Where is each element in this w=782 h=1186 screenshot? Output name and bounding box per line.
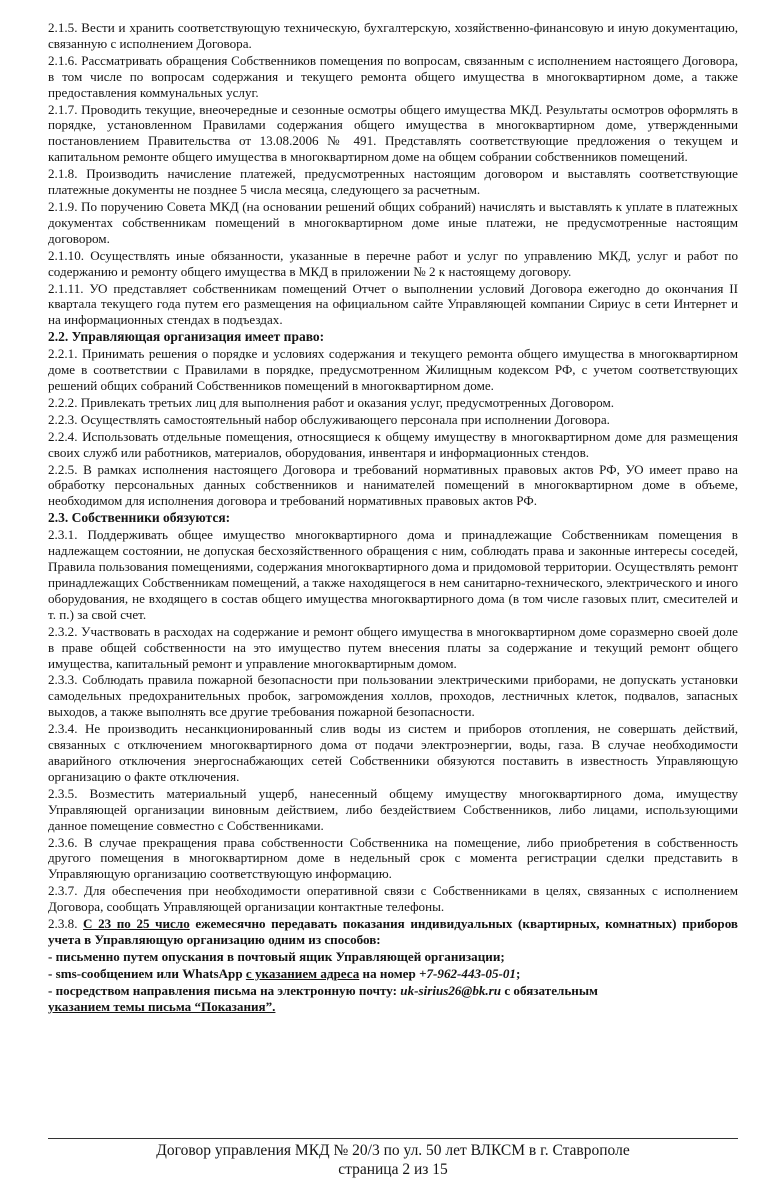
clause-2-2-1: 2.2.1. Принимать решения о порядке и условиях содержания и текущего ремонта общего имущества в многоквартирном доме в соответствии с Правилами в порядке, предусмотренном Жилищным кодексом РФ, с учетом соответствующих решений общих собраний Собственников помещений в многоквартирном доме. [48,346,738,394]
clause-2-2-5: 2.2.5. В рамках исполнения настоящего Договора и требований нормативных правовых актов РФ, УО имеет право на обработку персональных данных собственников и нанимателей помещений в многоквартирном доме в объеме, необходимом для исполнения договора и требований нормативных правовых актов РФ. [48,461,738,509]
clause-2-3-2: 2.3.2. Участвовать в расходах на содержание и ремонт общего имущества в многоквартирном доме соразмерно своей доле в праве общей собственности на это имущество путем внесения платы за содержание и текущий ремонт общего имущества, капитальный ремонт и управление многоквартирным домом. [48,623,738,671]
clause-2-1-5: 2.1.5. Вести и хранить соответствующую техническую, бухгалтерскую, хозяйственно-финансовую и иную документацию, связанную с исполнением Договора. [48,20,738,51]
clause-2-3-6: 2.3.6. В случае прекращения права собственности Собственника на помещение, либо приобретения в собственность другого помещения в многоквартирном доме в недельный срок с момента регистрации сделки представить в Управляющую организацию соответствующую информацию. [48,834,738,882]
footer-divider [48,1138,738,1139]
clause-text: ежемесячно передавать показания индивидуальных (квартирных, комнатных) приборов учета в Управляющую организацию одним из способов: [48,916,738,947]
section-heading-2-3: 2.3. Собственники обязуются: [48,510,231,526]
email-subject-note: указанием темы письма “Показания”. [48,998,276,1014]
clause-2-3-5: 2.3.5. Возместить материальный ущерб, нанесенный общему имуществу многоквартирного дома, имуществу Управляющей организации виновным действием, либо бездействием Собственников, либо лицами, использующими данное помещение совместно с Собственниками. [48,785,738,833]
clause-2-3-3: 2.3.3. Соблюдать правила пожарной безопасности при пользовании электрическими приборами, не допускать установки самодельных предохранительных пробок, загромождения холлов, проходов, лестничных клеток, подвалов, запасных выходов, а также выполнять все другие требования пожарной безопасности. [48,672,738,720]
clause-2-3-7: 2.3.7. Для обеспечения при необходимости оперативной связи с Собственниками в целях, связанных с исполнением Договора, сообщать Управляющей организации контактные телефоны. [48,883,738,915]
footer-page-number: страница 2 из 15 [338,1161,448,1178]
clause-2-1-10: 2.1.10. Осуществлять иные обязанности, указанные в перечне работ и услуг по управлению МКД, услуг и работ по содержанию и ремонту общего имущества в МКД в приложении № 2 к настоящему договору. [48,247,738,279]
email-lead: - посредством направления письма на электронную почту: [48,982,401,998]
clause-number: 2.3.8. [48,916,84,932]
clause-2-1-8: 2.1.8. Производить начисление платежей, предусмотренных настоящим договором и выставлять соответствующие платежные документы не позднее 5 числа месяца, следующего за расчетным. [48,166,738,198]
method-sms [48,966,738,982]
clause-2-3-8 [48,916,738,948]
sms-address-note: с указанием адреса [245,965,360,981]
sms-lead: - sms-сообщением или WhatsApp [48,965,246,981]
section-heading-2-2: 2.2. Управляющая организация имеет право: [48,329,325,345]
sms-number-label: на номер [359,965,420,981]
method-email [48,983,738,1015]
page-footer [48,1141,738,1179]
clause-2-2-2: 2.2.2. Привлекать третьих лиц для выполнения работ и оказания услуг, предусмотренных Договором. [48,394,615,410]
clause-2-3-1: 2.3.1. Поддерживать общее имущество многоквартирного дома и принадлежащие Собственникам помещения в надлежащем состоянии, не допуская бесхозяйственного обращения с ним, соблюдать права и законные интересы соседей, Правила пользования помещениями, содержания многоквартирного дома и придомовой территории. Осуществлять ремонт принадлежащих Собственникам помещений, а также находящегося в нем санитарно-технического, электрического и иного оборудования, не входящего в состав общего имущества многоквартирного дома (в том числе газовых плит, смесителей и т. п.) за свой счет. [48,527,738,622]
reading-dates: С 23 по 25 число [83,916,190,932]
sms-end: ; [515,965,521,981]
footer-contract-title: Договор управления МКД № 20/3 по ул. 50 лет ВЛКСМ в г. Ставрополе [156,1142,630,1159]
document-body [48,20,738,1015]
email-address: uk-sirius26@bk.ru [400,982,502,998]
clause-2-1-9: 2.1.9. По поручению Совета МКД (на основании решений общих собраний) начислять и выставлять к уплате в платежных документах собственникам помещений в многоквартирном доме иные платежи, не предусмотренные настоящим договором. [48,198,738,246]
email-mid: с обязательным [501,982,598,998]
clause-2-1-7: 2.1.7. Проводить текущие, внеочередные и сезонные осмотры общего имущества МКД. Результаты осмотров оформлять в порядке, установленном Правилами содержания общего имущества в многоквартирном доме, утвержденными постановлением Правительства от 13.08.2006 № 491. Представлять соответствующие предложения о текущем и капитальном ремонте общего имущества в многоквартирном доме на общем собрании собственников помещений. [48,101,738,165]
method-mailbox: - письменно путем опускания в почтовый ящик Управляющей организации; [48,948,505,964]
clause-2-1-11: 2.1.11. УО представляет собственникам помещений Отчет о выполнении условий Договора ежегодно до окончания II квартала текущего года путем его размещения на официальном сайте Управляющей компании Сириус в сети Интернет и на информационных стендах в подъездах. [48,280,738,328]
phone-number: +7-962-443-05-01 [419,965,516,981]
clause-2-1-6: 2.1.6. Рассматривать обращения Собственников помещения по вопросам, связанным с исполнением настоящего Договора, в том числе по вопросам содержания и текущего ремонта общего имущества в многоквартирном доме, а также предоставления коммунальных услуг. [48,52,738,100]
clause-2-2-4: 2.2.4. Использовать отдельные помещения, относящиеся к общему имуществу в многоквартирном доме для размещения своих служб или работников, материалов, оборудования, инвентаря и информационных стендов. [48,428,738,460]
clause-2-3-4: 2.3.4. Не производить несанкционированный слив воды из систем и приборов отопления, не совершать действий, связанных с отключением многоквартирного дома от подачи электроэнергии, воды, газа. В случае необходимости аварийного отключения энергоснабжающих сетей Собственники обязуются поставить в известность Управляющую организацию о факте отключения. [48,721,738,784]
clause-2-2-3: 2.2.3. Осуществлять самостоятельный набор обслуживающего персонала при исполнении Договора. [48,411,610,427]
